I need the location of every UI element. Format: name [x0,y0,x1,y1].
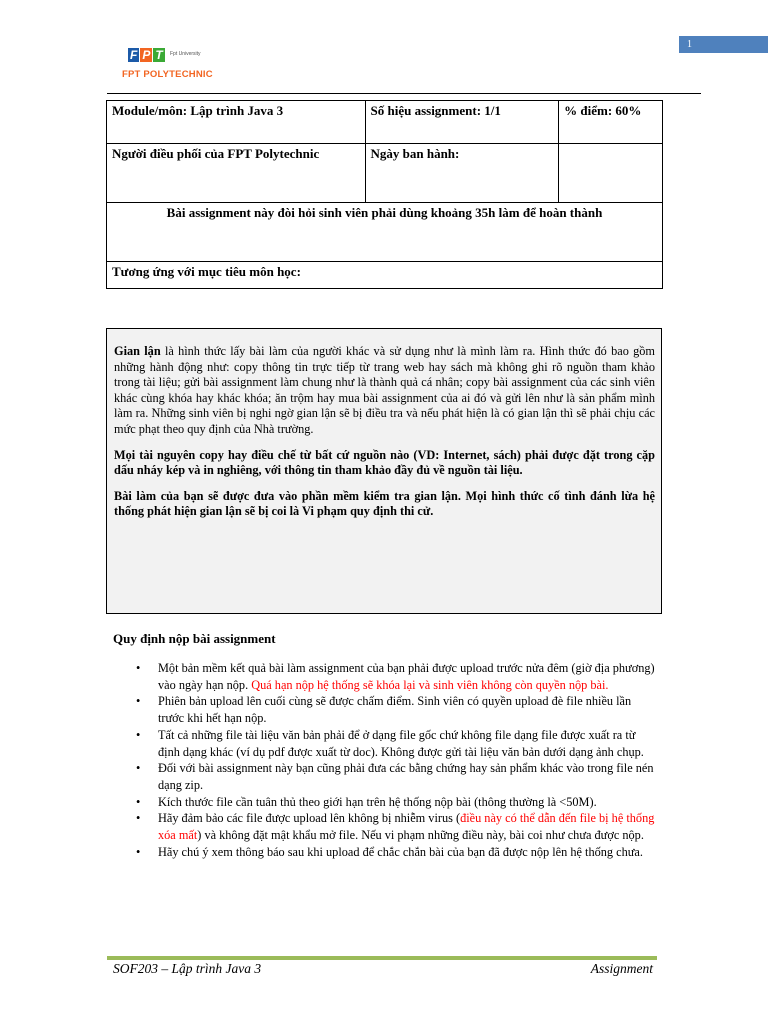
issue-date-cell: Ngày ban hành: [365,144,559,203]
plagiarism-warning-box [106,328,662,614]
assignment-number-cell: Số hiệu assignment: 1/1 [365,101,559,144]
warning-text: điều này có thể dẫn đến file bị hệ thống xóa mất [158,811,655,843]
logo-letter-t: T [155,48,163,62]
warning-paragraph-1 [114,344,655,438]
logo-letter-p: P [142,48,151,62]
requirement-cell: Bài assignment này đòi hỏi sinh viên phải dùng khoảng 35h làm để hoàn thành [107,203,663,262]
empty-cell [559,144,663,203]
fpt-logo-mark [128,48,166,62]
info-row-1 [107,101,663,144]
logo-letter-f: F [130,48,138,62]
list-item: • Kích thước file cần tuân thủ theo giới hạn trên hệ thống nộp bài (thông thường là <50M). [158,794,655,811]
percent-cell: % điểm: 60% [559,101,663,144]
list-item: • Đối với bài assignment này bạn cũng phải đưa các bằng chứng hay sản phẩm khác vào trong file nén dạng zip. [158,760,655,793]
objectives-cell: Tương ứng với mục tiêu môn học: [107,262,663,289]
module-cell: Module/môn: Lập trình Java 3 [107,101,366,144]
warning-body: là hình thức lấy bài làm của người khác và sử dụng như là mình làm ra. Hình thức đó bao gồm những hành động như: copy thông tin trực tiếp từ trang web hay sách mà không ghi rõ nguồn tham khảo trong tài liệu; gửi bài assignment làm chung như là thành quả cá nhân; copy bài assignment của các sinh viên khác cùng khóa hay khác khóa; ăn trộm hay mua bài assignment của ai đó và gửi lên như là sản phẩm mình làm ra. Những sinh viên bị nghi ngờ gian lận sẽ bị điều tra và nếu phát hiện là có gian lận thì sẽ phải chịu các mức phạt theo quy định của Nhà trường. [114,344,655,436]
footer-label: Assignment [590,961,653,976]
list-item: • Một bản mềm kết quả bài làm assignment của bạn phải được upload trước nửa đêm (giờ địa phương) vào ngày hạn nộp. Quá hạn nộp hệ thống sẽ khóa lại và sinh viên không còn quyền nộp bài. [158,660,655,693]
warning-text: Quá hạn nộp hệ thống sẽ khóa lại và sinh viên không còn quyền nộp bài. [251,677,609,692]
logo-subtext: Fpt University [170,51,201,57]
regulations-list [110,660,655,860]
list-item: • Tất cả những file tài liệu văn bản phải để ở dạng file gốc chứ không file dạng file được xuất ra từ định dạng khác (ví dụ pdf được xuất từ doc). Không được gửi tài liệu văn bản dưới dạng ảnh chụp. [158,727,655,760]
assignment-info-table [106,100,663,289]
list-item: • Hãy chú ý xem thông báo sau khi upload để chắc chắn bài của bạn đã được nộp lên hệ thống chưa. [158,844,655,861]
footer-rule [107,956,657,960]
warning-lead: Gian lận [114,344,161,358]
logo-name: FPT POLYTECHNIC [122,69,213,80]
info-row-2 [107,144,663,203]
list-item: • Hãy đảm bảo các file được upload lên không bị nhiễm virus (điều này có thể dẫn đến file bị hệ thống xóa mất) và không đặt mật khẩu mở file. Nếu vi phạm những điều này, bài coi như chưa được nộp. [158,810,655,843]
coordinator-cell: Người điều phối của FPT Polytechnic [107,144,366,203]
info-row-3 [107,203,663,262]
header-rule [107,93,701,94]
warning-paragraph-2: Mọi tài nguyên copy hay điều chế từ bất cứ nguồn nào (VD: Internet, sách) phải được đặt trong cặp dấu nháy kép và in nghiêng, với thông tin tham khảo đầy đủ về nguồn tài liệu. [114,447,655,478]
footer-course: SOF203 – Lập trình Java 3 [113,961,262,976]
warning-paragraph-3: Bài làm của bạn sẽ được đưa vào phần mềm kiểm tra gian lận. Mọi hình thức cố tình đánh lừa hệ thống phát hiện gian lận sẽ bị coi là Vi phạm quy định thi cử. [114,488,655,519]
regulations-title: Quy định nộp bài assignment [113,631,276,646]
page-number-tab: 1 [679,36,768,53]
fpt-polytechnic-logo [122,46,238,82]
list-item: • Phiên bản upload lên cuối cùng sẽ được chấm điểm. Sinh viên có quyền upload đè file nhiều lần trước khi hết hạn nộp. [158,693,655,726]
info-row-4 [107,262,663,289]
